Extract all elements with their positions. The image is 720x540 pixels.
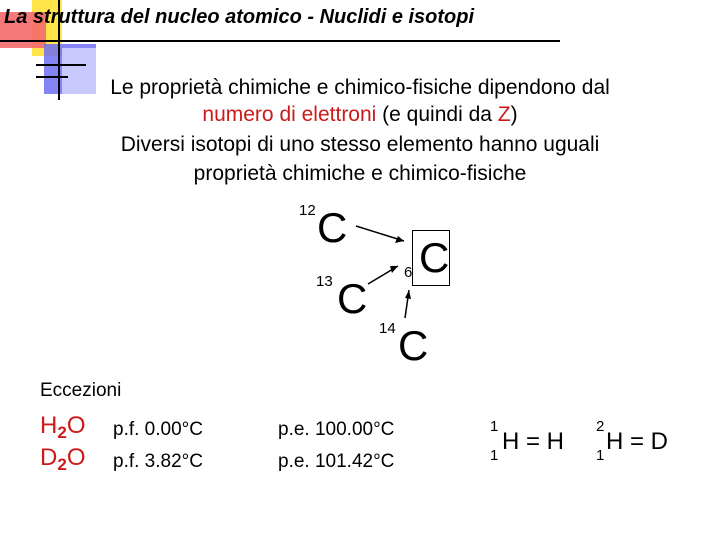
- text-line-4: proprietà chimiche e chimico-fisiche: [193, 162, 527, 185]
- formula-subscript: 2: [57, 455, 67, 474]
- highlight-z: Z: [497, 103, 511, 126]
- d2o-melting-point: p.f. 3.82°C: [113, 451, 203, 472]
- h2o-boiling-point: p.e. 100.00°C: [278, 419, 395, 440]
- carbon-atomic-number: 6: [404, 264, 413, 281]
- highlight-electrons: numero di elettroni: [202, 103, 377, 126]
- carbon-symbol: C: [419, 234, 450, 281]
- text-line-1: Le proprietà chimiche e chimico-fisiche dipendono dal: [110, 76, 610, 99]
- h2-atomic-number: 1: [596, 447, 605, 464]
- arrow-c12: [356, 226, 404, 241]
- formula-d2o: [40, 444, 85, 475]
- c12-mass-number: 12: [299, 202, 316, 219]
- text-fragment: (e quindi da: [376, 103, 498, 126]
- text-line-3: Diversi isotopi di uno stesso elemento hanno uguali: [120, 133, 600, 156]
- h2o-melting-point: p.f. 0.00°C: [113, 419, 203, 440]
- c13-mass-number: 13: [316, 273, 333, 290]
- c14-symbol: C: [398, 322, 429, 369]
- formula-h2o: [40, 412, 85, 443]
- c12-symbol: C: [317, 204, 348, 251]
- text-fragment: ): [510, 103, 518, 126]
- h1-atomic-number: 1: [490, 447, 499, 464]
- d2o-boiling-point: p.e. 101.42°C: [278, 451, 395, 472]
- c14-mass-number: 14: [379, 320, 396, 337]
- c13-symbol: C: [337, 275, 368, 322]
- formula-part: O: [66, 444, 86, 471]
- formula-subscript: 2: [57, 423, 67, 442]
- formula-part: D: [40, 444, 58, 471]
- arrow-head: [405, 290, 411, 299]
- page-title: La struttura del nucleo atomico - Nuclidi e isotopi: [4, 6, 475, 28]
- exceptions-heading: Eccezioni: [40, 380, 122, 401]
- formula-part: H: [40, 412, 58, 439]
- deuterium-equation: H = D: [606, 428, 669, 455]
- formula-part: O: [66, 412, 86, 439]
- arrow-head: [395, 236, 404, 243]
- arrow-head: [390, 266, 398, 273]
- protium-equation: H = H: [502, 428, 565, 455]
- h2-mass-number: 2: [596, 418, 605, 435]
- h1-mass-number: 1: [490, 418, 499, 435]
